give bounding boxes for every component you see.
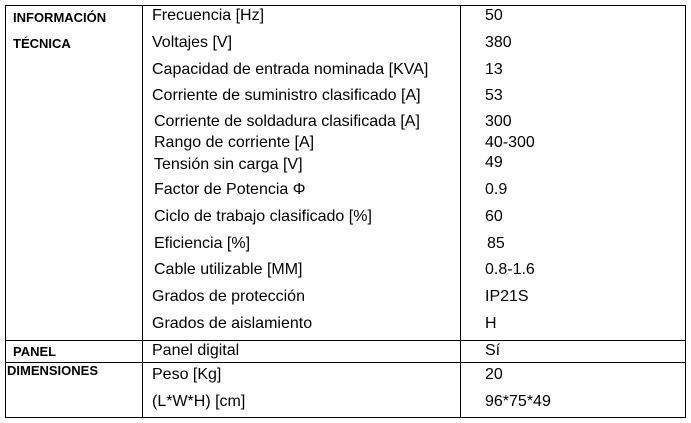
row-value: 300 (485, 113, 512, 130)
row-value: 53 (485, 87, 503, 104)
row-name: Corriente de suministro clasificado [A] (152, 87, 421, 104)
row-name: (L*W*H) [cm] (152, 393, 246, 410)
row-value: 40-300 (485, 134, 535, 151)
row-value: 0.8-1.6 (485, 261, 535, 278)
column-divider-2 (460, 5, 461, 418)
row-value: Sí (485, 342, 501, 359)
row-name: Factor de Potencia Φ (154, 181, 306, 198)
row-name: Eficiencia [%] (154, 235, 251, 252)
border-right (685, 5, 686, 418)
row-value: 13 (485, 61, 503, 78)
row-value: 96*75*49 (485, 393, 551, 410)
row-name: Panel digital (152, 342, 240, 359)
row-value: IP21S (485, 288, 529, 305)
section-divider-panel (5, 340, 686, 341)
row-name: Capacidad de entrada nominada [KVA] (152, 61, 429, 78)
border-bottom (5, 417, 686, 418)
section-label-panel: PANEL (13, 344, 57, 359)
row-name: Tensión sin carga [V] (154, 156, 303, 173)
row-name: Ciclo de trabajo clasificado [%] (154, 208, 372, 225)
border-top (5, 5, 686, 6)
section-label-info: INFORMACIÓN (13, 10, 107, 25)
specs-table (5, 5, 686, 418)
column-divider-1 (142, 5, 143, 418)
row-name: Cable utilizable [MM] (154, 261, 303, 278)
border-left (5, 5, 6, 418)
row-name: Grados de protección (152, 288, 305, 305)
row-name: Frecuencia [Hz] (152, 7, 265, 24)
row-value: 20 (485, 366, 503, 383)
row-name: Rango de corriente [A] (154, 134, 315, 151)
row-value: 85 (487, 235, 505, 252)
row-value: 380 (485, 34, 512, 51)
section-label-dimensions: DIMENSIONES (7, 363, 99, 378)
row-value: 50 (485, 7, 503, 24)
row-name: Peso [Kg] (152, 366, 222, 383)
row-name: Grados de aislamiento (152, 315, 313, 332)
section-label-info-2: TÉCNICA (13, 36, 71, 51)
row-name: Voltajes [V] (152, 34, 233, 51)
row-value: H (485, 315, 497, 332)
row-value: 0.9 (485, 181, 508, 198)
row-value: 60 (485, 208, 503, 225)
row-value: 49 (485, 154, 503, 171)
row-name: Corriente de soldadura clasificada [A] (154, 113, 420, 130)
section-divider-dimensions (5, 362, 686, 363)
